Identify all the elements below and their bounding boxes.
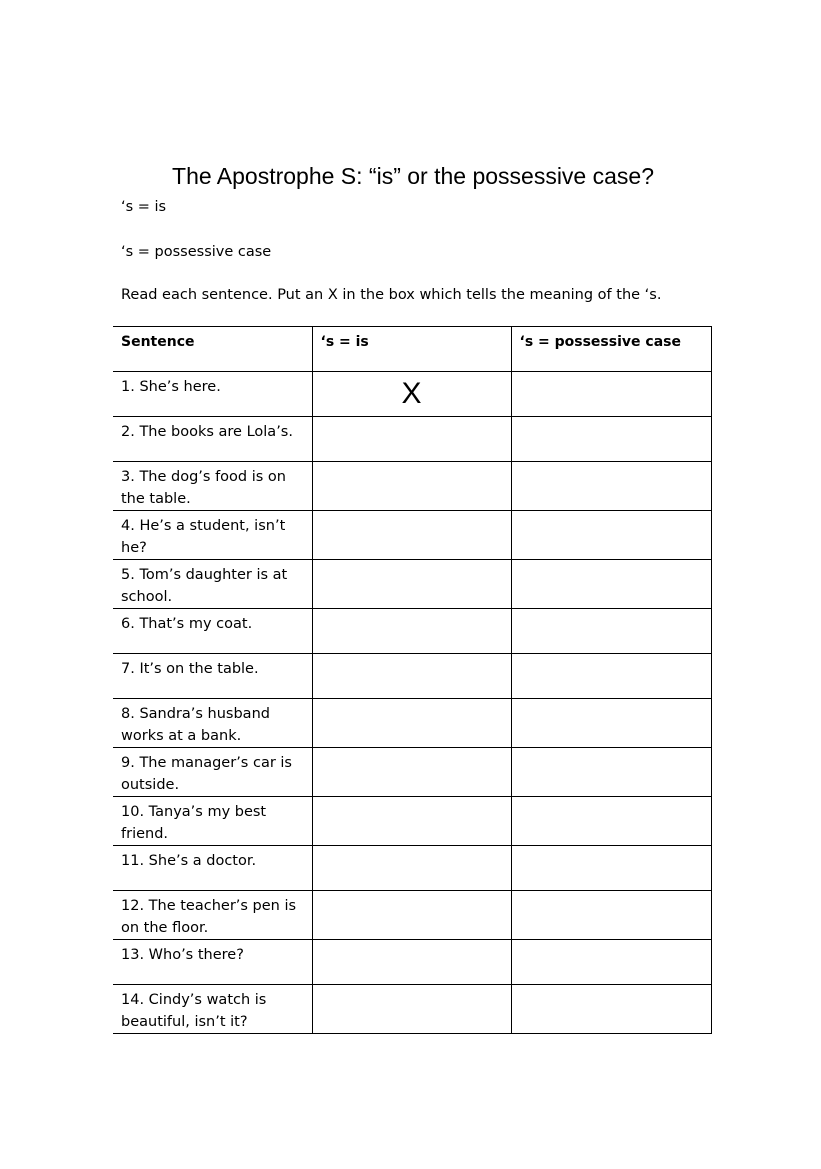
- table-row: [113, 797, 711, 846]
- sentence-cell: 4. He’s a student, isn’t he?: [113, 511, 312, 560]
- is-answer-box[interactable]: [312, 462, 511, 511]
- table-header-row: [113, 327, 711, 372]
- sentence-cell: 13. Who’s there?: [113, 940, 312, 985]
- instructions: Read each sentence. Put an X in the box which tells the meaning of the ‘s.: [121, 287, 662, 303]
- possessive-answer-box[interactable]: [511, 609, 711, 654]
- is-answer-box[interactable]: X: [312, 372, 511, 417]
- possessive-answer-box[interactable]: [511, 891, 711, 940]
- is-answer-box[interactable]: [312, 985, 511, 1034]
- possessive-answer-box[interactable]: [511, 985, 711, 1034]
- table-row: [113, 560, 711, 609]
- sentence-cell: 3. The dog’s food is on the table.: [113, 462, 312, 511]
- is-answer-box[interactable]: [312, 699, 511, 748]
- table-row: [113, 985, 711, 1034]
- sentence-cell: 10. Tanya’s my best friend.: [113, 797, 312, 846]
- sentence-cell: 2. The books are Lola’s.: [113, 417, 312, 462]
- sentence-cell: 11. She’s a doctor.: [113, 846, 312, 891]
- possessive-answer-box[interactable]: [511, 372, 711, 417]
- possessive-answer-box[interactable]: [511, 511, 711, 560]
- header-possessive: ‘s = possessive case: [511, 327, 711, 372]
- sentence-cell: 7. It’s on the table.: [113, 654, 312, 699]
- answer-table: [113, 326, 712, 1034]
- is-answer-box[interactable]: [312, 511, 511, 560]
- is-answer-box[interactable]: [312, 654, 511, 699]
- possessive-answer-box[interactable]: [511, 846, 711, 891]
- possessive-answer-box[interactable]: [511, 654, 711, 699]
- table-row: [113, 511, 711, 560]
- legend-is: ‘s = is: [121, 199, 167, 215]
- table-row: [113, 940, 711, 985]
- possessive-answer-box[interactable]: [511, 940, 711, 985]
- possessive-answer-box[interactable]: [511, 797, 711, 846]
- sentence-cell: 1. She’s here.: [113, 372, 312, 417]
- possessive-answer-box[interactable]: [511, 417, 711, 462]
- table-row: [113, 699, 711, 748]
- legend-possessive: ‘s = possessive case: [121, 244, 272, 260]
- page-title: The Apostrophe S: “is” or the possessive case?: [172, 163, 654, 189]
- table-row: [113, 846, 711, 891]
- sentence-cell: 5. Tom’s daughter is at school.: [113, 560, 312, 609]
- table-row: [113, 654, 711, 699]
- header-is: ‘s = is: [312, 327, 511, 372]
- is-answer-box[interactable]: [312, 417, 511, 462]
- is-answer-box[interactable]: [312, 609, 511, 654]
- sentence-cell: 12. The teacher’s pen is on the floor.: [113, 891, 312, 940]
- is-answer-box[interactable]: [312, 797, 511, 846]
- sentence-cell: 8. Sandra’s husband works at a bank.: [113, 699, 312, 748]
- is-answer-box[interactable]: [312, 560, 511, 609]
- possessive-answer-box[interactable]: [511, 560, 711, 609]
- table-row: [113, 609, 711, 654]
- table-row: [113, 462, 711, 511]
- sentence-cell: 14. Cindy’s watch is beautiful, isn’t it?: [113, 985, 312, 1034]
- is-answer-box[interactable]: [312, 748, 511, 797]
- table-row: [113, 891, 711, 940]
- is-answer-box[interactable]: [312, 891, 511, 940]
- possessive-answer-box[interactable]: [511, 699, 711, 748]
- is-answer-box[interactable]: [312, 846, 511, 891]
- sentence-cell: 6. That’s my coat.: [113, 609, 312, 654]
- possessive-answer-box[interactable]: [511, 748, 711, 797]
- table-row: [113, 417, 711, 462]
- header-sentence: Sentence: [113, 327, 312, 372]
- possessive-answer-box[interactable]: [511, 462, 711, 511]
- table-row: [113, 748, 711, 797]
- is-answer-box[interactable]: [312, 940, 511, 985]
- sentence-cell: 9. The manager’s car is outside.: [113, 748, 312, 797]
- table-row: [113, 372, 711, 417]
